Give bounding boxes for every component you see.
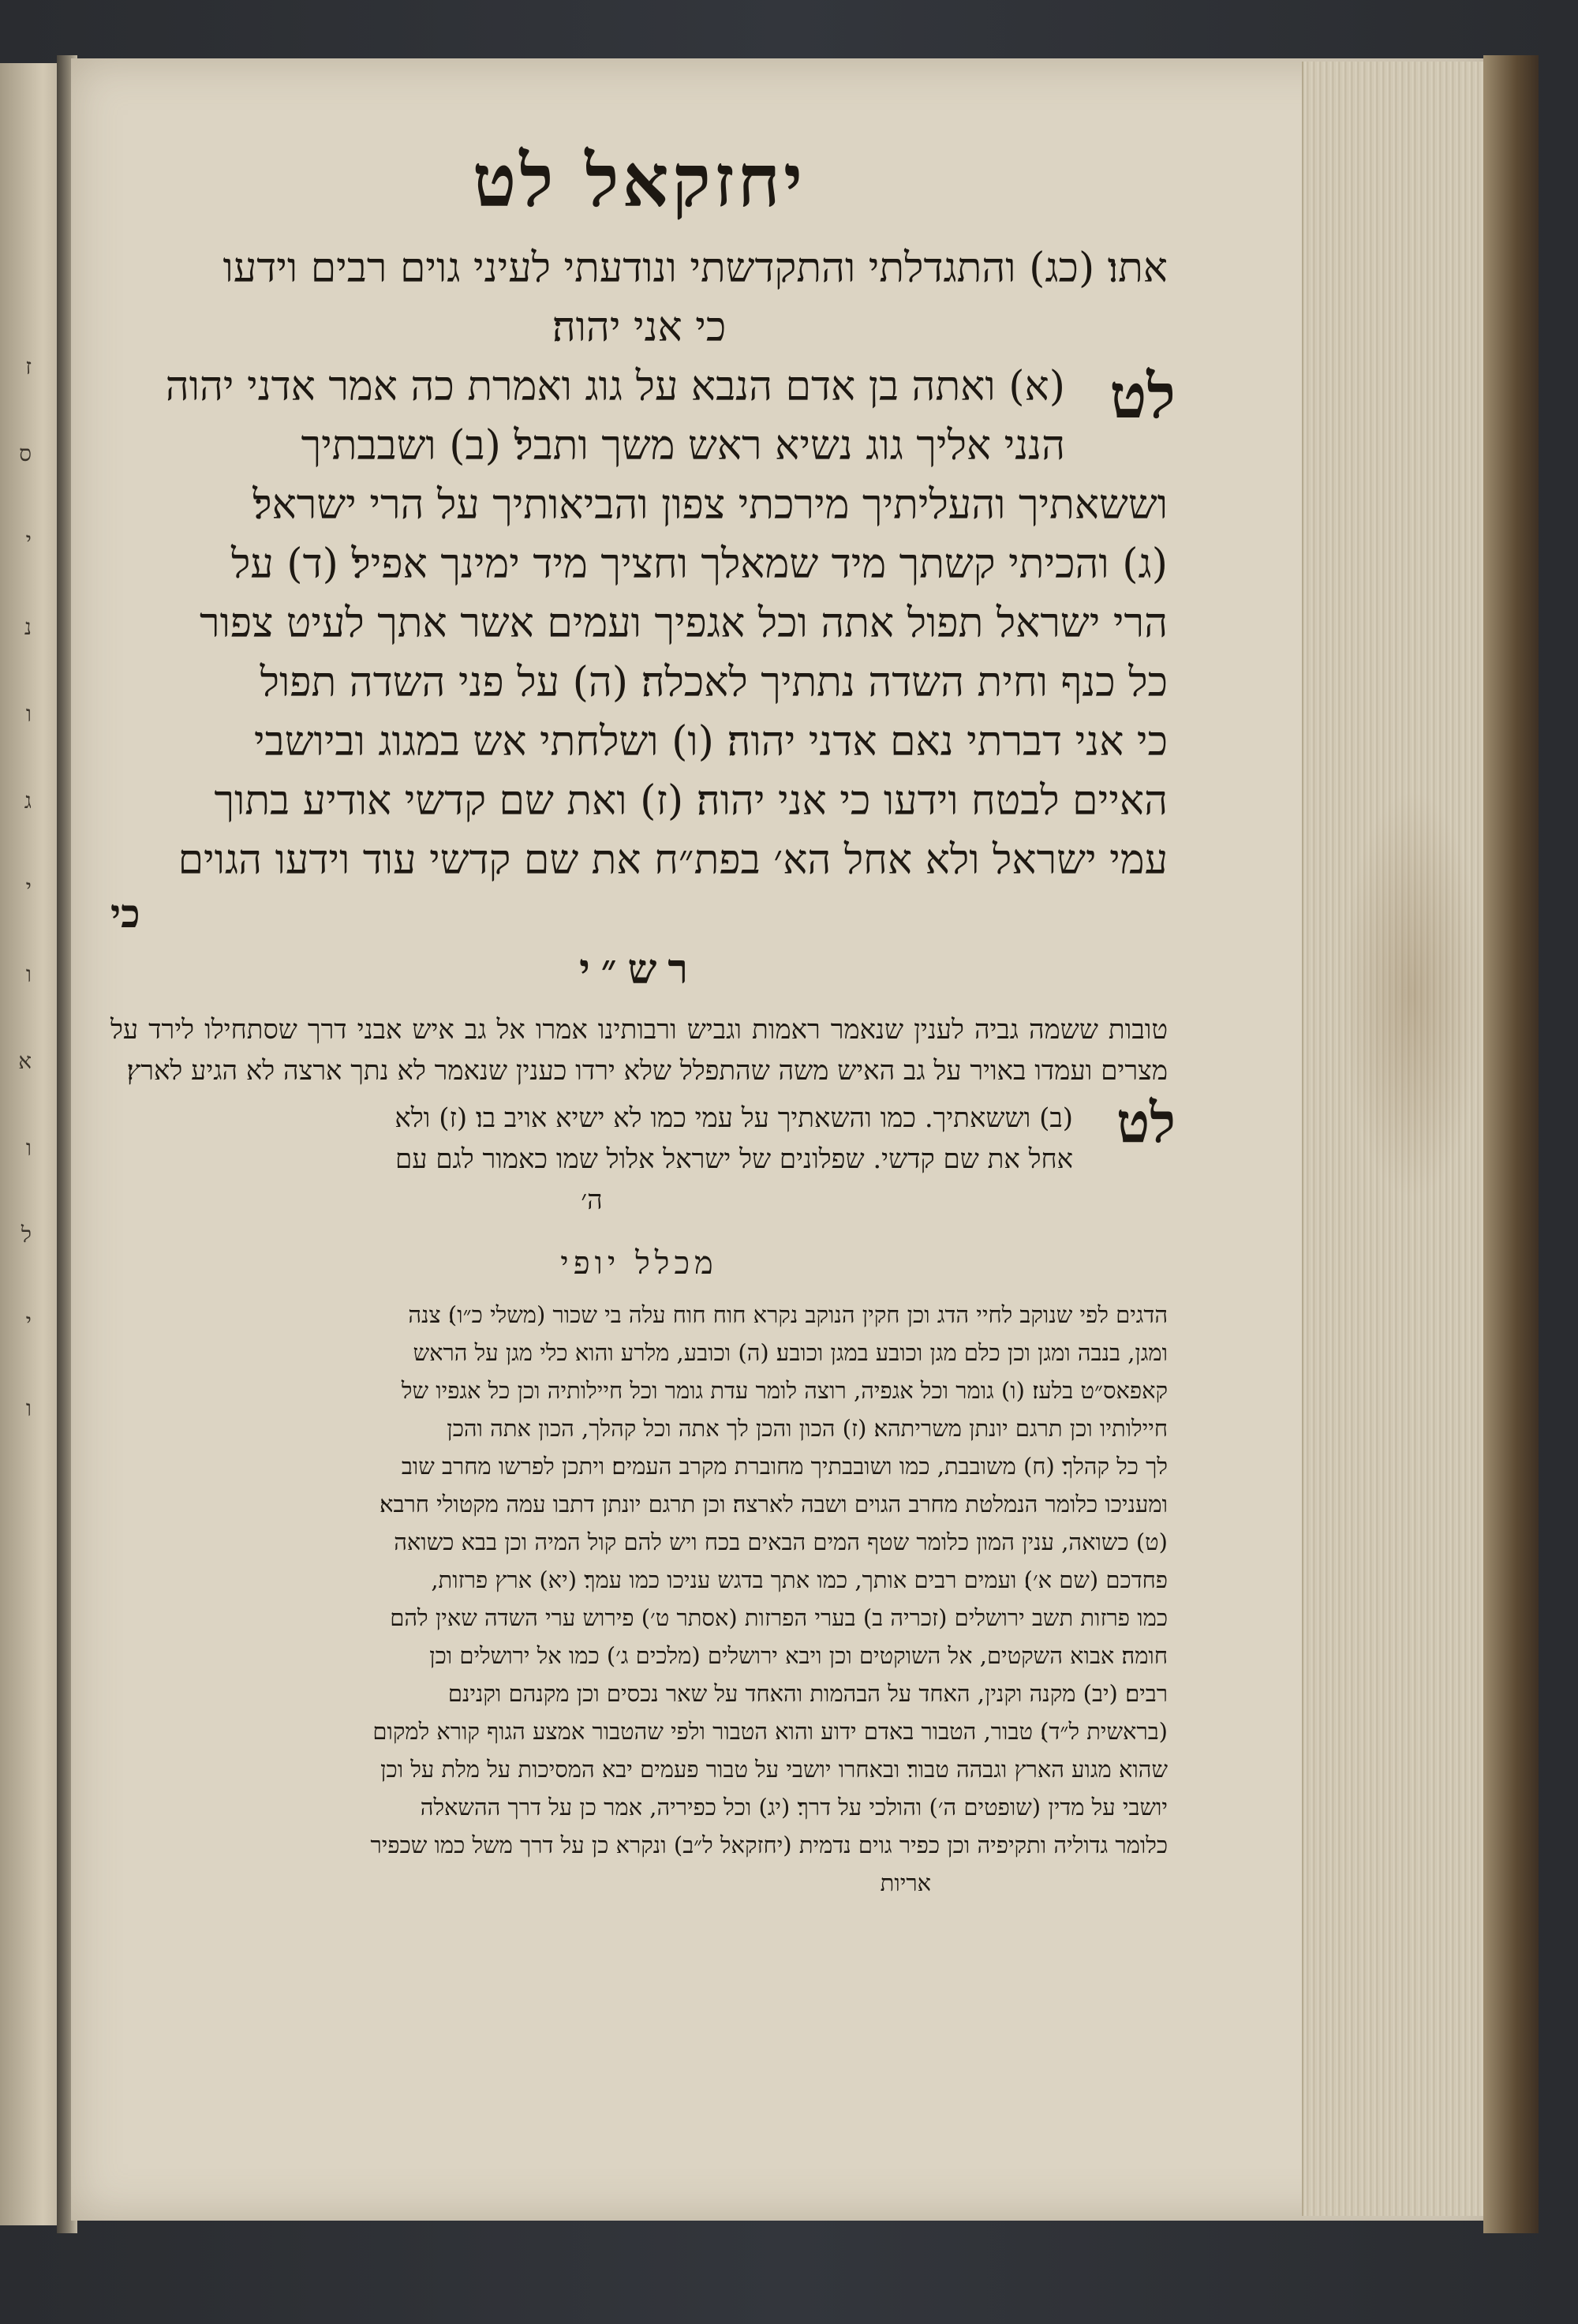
verse-line: (ג) והכיתי קשתך מיד שמאלך וחציך מיד ימינך אפיל׃ (ד) על (231, 541, 1168, 588)
commentary-line: ומעניכו כלומר הנמלטת מחרב הגוים ושבה לארצה׃ וכן תרגם יונתן דתבו עמה מקטולי חרבא׃ (380, 1491, 1168, 1518)
rashi-chapter-number: לט (1116, 1090, 1176, 1155)
chapter-block (110, 357, 1176, 890)
commentary-line: קאפאס״ט בלעז׃ (ו) גומר וכל אגפיה, רוצה לומר עדת גומר וכל חיילותיה וכן כל אגפיו של (401, 1377, 1168, 1404)
verse-line: כי אני דברתי נאם אדני יהוה׃ (ו) ושלחתי אש במגוג וביושבי (254, 718, 1168, 765)
verse-line: הרי ישראל תפול אתה וכל אגפיך ועמים אשר אתך לעיט צפור (200, 600, 1168, 647)
commentary-line: פחדכם (שם א׳)׃ ועמים רבים אותך, כמו אתך בדגש עניכו כמו עמך׃ (יא) ארץ פרזות, (431, 1566, 1168, 1593)
commentary-line: יושבי על מדין (שופטים ה׳) והולכי על דרך׃ (יג) וכל כפיריה, אמר כן על דרך ההשאלה (420, 1794, 1168, 1821)
page-text-area (110, 138, 1176, 1902)
running-head: יחזקאל לט (472, 138, 806, 223)
margin-letter: ו (25, 701, 32, 727)
commentary-line: שהוא מגוע הארץ וגבהה טבור׃ ובאחרו יושבי על טבור פעמים יבא המסיכות על מלת על וכן (380, 1756, 1168, 1783)
margin-letter: נ (24, 614, 32, 640)
rashi-intro: טובות ששמה גביה לענין שנאמר ראמות וגביש ורבותינו אמרו אל גב איש אבני דרך שסתחילו לירד על מצרים ועמדו באויר על גב האיש משה שהתפלל שלא ירדו כענין שנאמר לא נתך ארצה לא הגיע לארץ׃ (110, 1014, 1168, 1087)
book-cover-edge (1483, 55, 1539, 2233)
verse-line: האיים לבטח וידעו כי אני יהוה׃ (ז) ואת שם קדשי אודיע בתוך (214, 777, 1168, 825)
rashi-line: אחל את שם קדשי. שפלונים של ישראל אלול שמו כאמור לגם עם (395, 1143, 1073, 1175)
commentary-line: רבים׃ (יב) מקנה וקנין, האחד על הבהמות והאחד על שאר נכסים וכן מקנהם וקנינם (447, 1680, 1168, 1707)
margin-letter: א (18, 1048, 32, 1074)
rashi-line: ה׳ (581, 1184, 603, 1216)
left-page-edge (0, 63, 64, 2225)
chapter-number: לט (1109, 361, 1176, 432)
commentary-line: חיילותיו וכן תרגם יונתן משריתהא׃ (ז) הכון והכן לך אתה וכל קהלך, הכון אתה והכן (447, 1415, 1168, 1442)
left-page-margin-letters (8, 324, 32, 1452)
rashi-heading: רש״י (579, 945, 699, 994)
commentary-line: כמו פרזות תשב ירושלים (זכריה ב) בערי הפרזות (אסתר ט׳) פירוש ערי השדה שאין להם (390, 1604, 1168, 1631)
margin-letter: י (25, 527, 32, 553)
catchword: כי (110, 890, 140, 937)
commentary-line: כלומר גדוליה ותקיפיה וכן כפיר גוים נדמית (יחזקאל ל״ב) ונקרא כן על דרך משל כמו שכפיר (370, 1832, 1168, 1858)
margin-letter: י (25, 874, 32, 900)
commentary-line: (בראשית ל״ד)׃ טבור, הטבור באדם ידוע והוא הטבור ולפי שהטבור אמצע הגוף קורא למקום (372, 1718, 1168, 1745)
commentary-line: חומה׃ אבוא השקטים, אל השוקטים וכן ויבא ירושלים (מלכים ג׳) כמו אל ירושלים וכן (429, 1642, 1168, 1669)
margin-letter: י (25, 1308, 32, 1334)
commentary-line: הדגים לפי שנוקב לחיי הדג וכן חקין הנוקב נקרא חוח חוח עלה בי שכור (משלי כ״ו)׃ צנה (408, 1301, 1168, 1328)
margin-letter: ג (24, 788, 32, 814)
verse-line: וששאתיך והעליתיך מירכתי צפון והביאותיך על הרי ישראל׃ (252, 481, 1168, 529)
rashi-chapter-block (110, 1090, 1176, 1221)
commentary-heading: מכלל יופי (560, 1245, 718, 1282)
margin-letter: ס (19, 440, 32, 466)
margin-letter: ו (25, 1395, 32, 1421)
verse-line: הנני אליך גוג נשיא ראש משך ותבל׃ (ב) ושבבתיך (301, 422, 1065, 470)
commentary-line: לך כל קהלך׃ (ח) משובבת, כמו ושובבתיך מחוברת מקרב העמים׃ ויתכן לפרשו מחרב שוב (401, 1453, 1168, 1480)
verse-line: כי אני יהוה׃ (552, 304, 727, 351)
commentary-body (110, 1296, 1168, 1902)
margin-letter: ו (25, 1135, 32, 1161)
verse-line: (א) ואתה בן אדם הנבא על גוג ואמרת כה אמר אדני יהוה (165, 363, 1065, 410)
verse-line: כל כנף וחית השדה נתתיך לאכלה׃ (ה) על פני השדה תפול (260, 659, 1168, 706)
rashi-line: (ב) וששאתיך. כמו והשאתיך על עמי כמו לא ישיא אויב בו׃ (ז) ולא (394, 1102, 1073, 1134)
commentary-line: אריות (880, 1869, 931, 1896)
verse-line: עמי ישראל ולא אחל הא׳ בפת״ח את שם קדשי עוד וידעו הגוים (178, 836, 1168, 884)
foxing-stain (1341, 789, 1483, 1199)
verse-line: אתו׃ (כג) והתגדלתי והתקדשתי ונודעתי לעיני גוים רבים וידעו (222, 245, 1168, 292)
commentary-line: ומגן, בנבה ומגן וכן כלם מגן וכובע במגן וכובע׃ (ה) וכובע, מלרע והוא כלי מגן על הראש (413, 1339, 1168, 1366)
margin-letter: ל (21, 1222, 32, 1248)
commentary-line: (ט) כשואה, ענין המון כלומר שטף המים הבאים בכח ויש להם קול המיה וכן בבא כשואה (394, 1529, 1168, 1555)
margin-letter: ז (25, 354, 32, 380)
margin-letter: ו (25, 961, 32, 987)
